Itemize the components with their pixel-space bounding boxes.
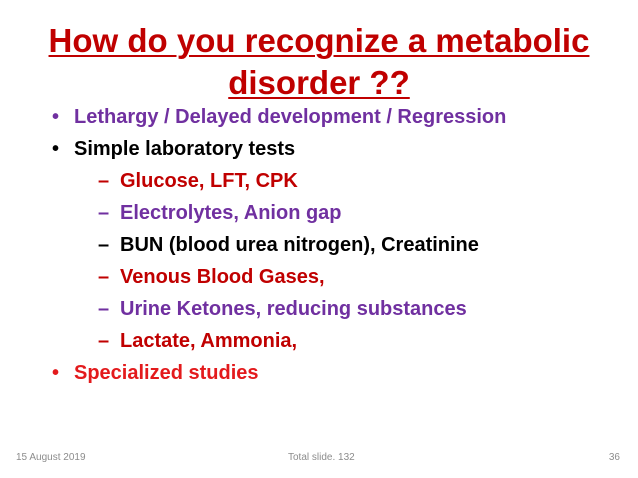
list-item-text: Lethargy / Delayed development / Regression xyxy=(74,106,507,128)
sub-list-item-text: Lactate, Ammonia, xyxy=(120,330,298,352)
dash-marker: – xyxy=(98,234,110,256)
dash-marker: – xyxy=(98,298,110,320)
dash-marker: – xyxy=(98,330,110,352)
bullet-marker: • xyxy=(52,106,60,128)
footer-date: 15 August 2019 xyxy=(16,452,86,463)
sub-list-item-text: Glucose, LFT, CPK xyxy=(120,170,298,192)
list-item xyxy=(52,103,506,131)
slide-title: How do you recognize a metabolic disorder ?? xyxy=(48,22,590,101)
sub-list-item xyxy=(98,167,298,195)
sub-list-item-text: Urine Ketones, reducing substances xyxy=(120,298,467,320)
sub-list-item xyxy=(98,327,297,355)
sub-list-item xyxy=(98,295,467,323)
sub-list-item xyxy=(98,263,325,291)
sub-list-item-text: Electrolytes, Anion gap xyxy=(120,202,342,224)
list-item-text: Specialized studies xyxy=(74,362,259,384)
list-item xyxy=(52,359,259,387)
list-item xyxy=(52,135,295,163)
dash-marker: – xyxy=(98,170,110,192)
sub-list-item xyxy=(98,231,479,259)
list-item-text: Simple laboratory tests xyxy=(74,138,296,160)
sub-list-item-text: Venous Blood Gases, xyxy=(120,266,325,288)
dash-marker: – xyxy=(98,266,110,288)
slide-number: 36 xyxy=(608,452,620,463)
bullet-marker: • xyxy=(52,138,60,160)
dash-marker: – xyxy=(98,202,110,224)
footer-total-slides: Total slide. 132 xyxy=(288,452,355,463)
bullet-marker: • xyxy=(52,362,60,384)
sub-list-item xyxy=(98,199,342,227)
sub-list-item-text: BUN (blood urea nitrogen), Creatinine xyxy=(120,234,479,256)
